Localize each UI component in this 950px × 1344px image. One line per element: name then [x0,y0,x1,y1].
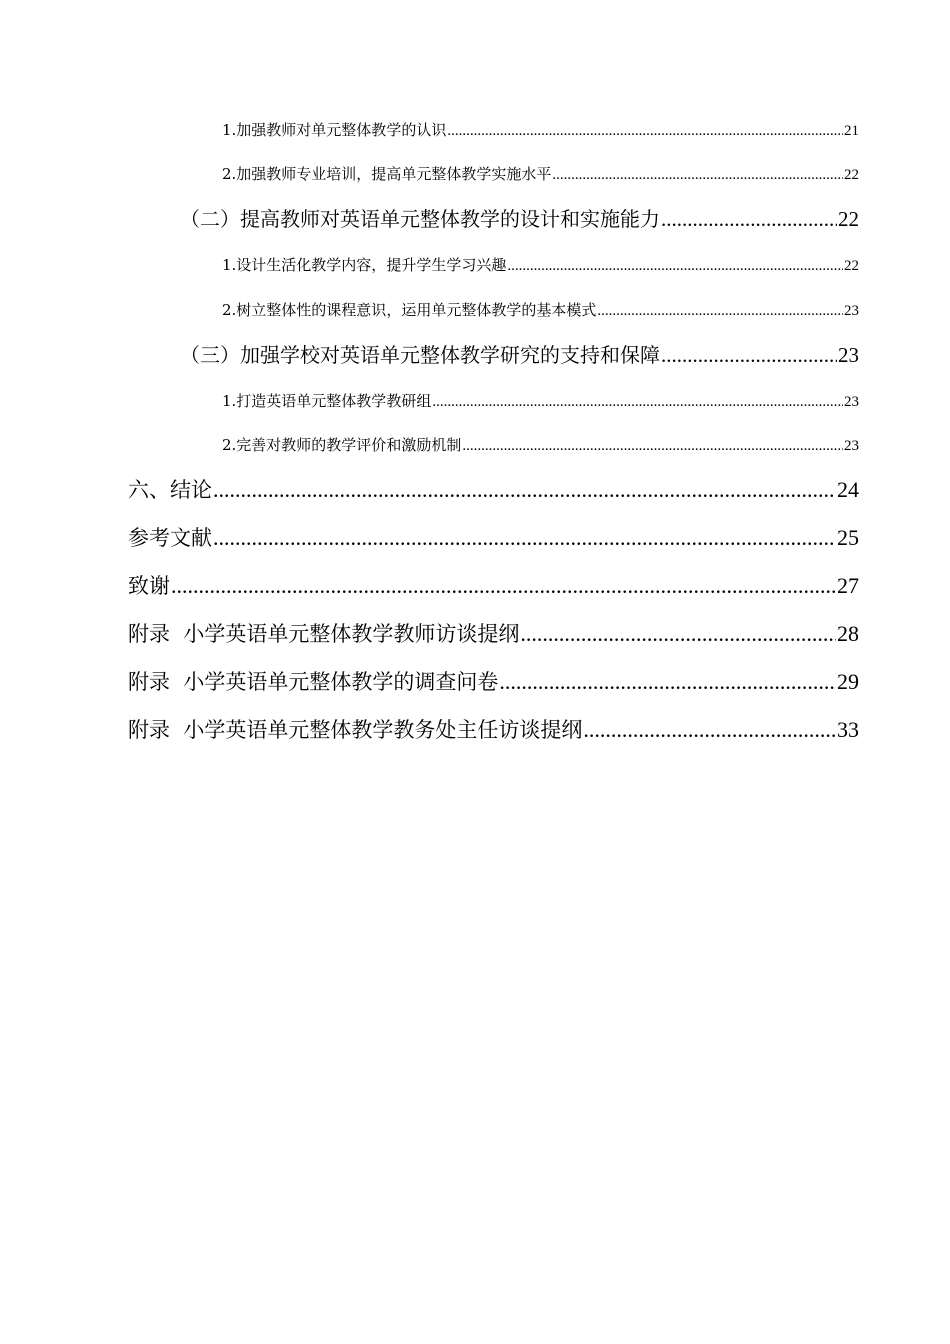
toc-dot-leader [661,340,837,370]
toc-entry-label: （二）提高教师对英语单元整体教学的设计和实施能力 [180,207,660,231]
toc-entry-8[interactable] [222,434,859,456]
toc-entry-label: 1.设计生活化教学内容，提升学生学习兴趣 [222,256,507,274]
toc-page-number: 33 [837,717,859,742]
toc-entry-label: 2.树立整体性的课程意识，运用单元整体教学的基本模式 [222,301,597,319]
toc-dot-leader [213,522,836,554]
toc-dot-leader [583,714,836,746]
toc-dot-leader [462,435,843,457]
toc-dot-leader [552,164,843,186]
toc-dot-leader [213,474,836,506]
toc-dot-leader [171,570,836,602]
toc-page-number: 23 [838,343,859,367]
toc-entry-11[interactable] [128,570,859,602]
toc-entry-12[interactable] [128,618,859,650]
toc-entry-2[interactable] [222,163,859,185]
toc-page-number: 21 [844,123,859,139]
toc-page-number: 29 [837,669,859,694]
toc-entry-10[interactable] [128,522,859,554]
toc-entry-label: 2.加强教师专业培训，提高单元整体教学实施水平 [222,165,552,183]
toc-page-number: 24 [837,477,859,502]
toc-entry-label: 致谢 [128,574,170,598]
toc-entry-7[interactable] [222,390,859,412]
toc-dot-leader [661,204,837,234]
toc-page-number: 28 [837,621,859,646]
toc-page-number: 22 [844,258,859,274]
toc-entry-label: 参考文献 [128,526,212,550]
toc-entry-6[interactable] [180,340,859,370]
toc-page-number: 22 [838,207,859,231]
toc-entry-label: 1.打造英语单元整体教学教研组 [222,392,432,410]
toc-entry-13[interactable] [128,666,859,698]
toc-page-number: 23 [844,303,859,319]
toc-entry-label: 2.完善对教师的教学评价和激励机制 [222,436,462,454]
toc-dot-leader [520,618,836,650]
toc-dot-leader [447,120,843,142]
toc-entry-14[interactable] [128,714,859,746]
toc-page-number: 23 [844,438,859,454]
toc-entry-5[interactable] [222,299,859,321]
toc-entry-3[interactable] [180,204,859,234]
toc-entry-label: 附录 小学英语单元整体教学教师访谈提纲 [128,622,520,646]
toc-entry-label: 六、结论 [128,478,212,502]
toc-entry-1[interactable] [222,119,859,141]
toc-page-number: 23 [844,394,859,410]
toc-page-number: 25 [837,525,859,550]
toc-entry-label: 附录 小学英语单元整体教学的调查问卷 [128,670,499,694]
toc-entry-9[interactable] [128,474,859,506]
toc-entry-label: 1.加强教师对单元整体教学的认识 [222,121,447,139]
toc-dot-leader [597,300,843,322]
toc-entry-4[interactable] [222,254,859,276]
toc-page-number: 27 [837,573,859,598]
toc-dot-leader [507,255,843,277]
toc-page-number: 22 [844,167,859,183]
toc-entry-label: 附录 小学英语单元整体教学教务处主任访谈提纲 [128,718,583,742]
toc-entry-label: （三）加强学校对英语单元整体教学研究的支持和保障 [180,343,660,367]
toc-dot-leader [499,666,836,698]
toc-dot-leader [432,391,843,413]
